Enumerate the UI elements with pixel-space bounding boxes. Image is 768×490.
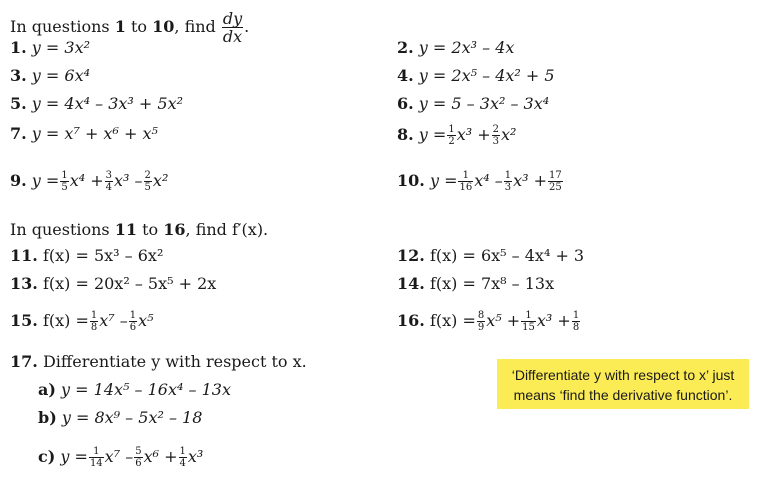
- fraction: [548, 170, 563, 193]
- question-text: Differentiate y with respect to x.: [42, 352, 307, 371]
- intro-num-start: 1: [114, 17, 126, 36]
- fraction: [129, 310, 137, 333]
- question-number: 15.: [10, 311, 38, 330]
- term: x⁵: [138, 311, 154, 330]
- denominator: 25: [549, 182, 562, 193]
- question-expression: y = 4x⁴ – 3x³ + 5x²: [31, 94, 184, 113]
- fraction: [572, 310, 580, 333]
- denominator: 2: [448, 136, 455, 147]
- denominator: 5: [144, 182, 151, 193]
- fraction: [504, 170, 512, 193]
- numerator: 8: [477, 310, 485, 321]
- numerator: 1: [61, 170, 68, 181]
- question-lhs: y =: [60, 447, 88, 466]
- denominator: 15: [522, 322, 535, 333]
- question-number: 14.: [397, 274, 425, 293]
- question-number: 2.: [397, 38, 414, 57]
- question-number: 7.: [10, 124, 27, 143]
- question-number: 3.: [10, 66, 27, 85]
- intro-num-start: 11: [114, 220, 137, 239]
- fraction: [105, 170, 113, 193]
- intro-num-end: 16: [163, 220, 186, 239]
- question-3: [10, 66, 90, 86]
- question-16: [397, 310, 581, 333]
- numerator: 1: [448, 124, 455, 135]
- fraction: [89, 446, 104, 469]
- question-9: [10, 170, 168, 193]
- term: x⁵ +: [486, 311, 521, 330]
- question-lhs: y =: [31, 171, 60, 190]
- denominator: 8: [572, 322, 580, 333]
- question-lhs: f(x) =: [42, 311, 89, 330]
- question-number: 9.: [10, 171, 27, 190]
- dy-dx-fraction: [222, 10, 243, 45]
- question-5: [10, 94, 183, 114]
- fraction: [447, 124, 455, 147]
- fraction: [458, 170, 473, 193]
- numerator: 1: [458, 170, 473, 182]
- question-lhs: y =: [418, 125, 447, 144]
- question-number: 17.: [10, 352, 38, 371]
- numerator: 17: [549, 170, 562, 181]
- numerator: 1: [572, 310, 580, 321]
- question-12: [397, 246, 584, 266]
- denominator: 3: [492, 136, 500, 147]
- question-number: 6.: [397, 94, 414, 113]
- question-expression: y = 6x⁴: [31, 66, 91, 85]
- question-expression: y = 8x⁹ – 5x² – 18: [61, 408, 203, 427]
- numerator: 1: [89, 446, 104, 458]
- intro-to: to: [142, 220, 159, 239]
- question-17c: [38, 446, 203, 469]
- question-expression: y = 2x³ – 4x: [418, 38, 515, 57]
- question-lhs: y =: [429, 171, 458, 190]
- denominator: 8: [90, 322, 98, 333]
- part-label: a): [38, 380, 56, 399]
- denominator: 6: [135, 458, 142, 469]
- question-lhs: f(x) =: [429, 311, 476, 330]
- question-15: [10, 310, 154, 333]
- term: x³ +: [456, 125, 491, 144]
- question-1: [10, 38, 90, 58]
- fraction: [60, 170, 68, 193]
- term: x⁴ –: [474, 171, 503, 190]
- fraction: [179, 446, 187, 469]
- hint-note-text: ‘Differentiate y with respect to x’ just means ‘find the derivative function’.: [511, 367, 735, 403]
- fraction: [134, 446, 142, 469]
- numerator: 2: [492, 124, 500, 135]
- term: x³ –: [114, 171, 143, 190]
- term: x³: [187, 447, 204, 466]
- denominator: 14: [89, 458, 103, 469]
- term: x³ +: [513, 171, 548, 190]
- numerator: 1: [179, 446, 186, 457]
- question-number: 12.: [397, 246, 425, 265]
- fraction: [144, 170, 152, 193]
- numerator: 1: [90, 310, 98, 321]
- denominator: 3: [504, 182, 512, 193]
- term: x²: [501, 125, 517, 144]
- question-expression: y = x⁷ + x⁶ + x⁵: [31, 124, 158, 143]
- denominator: 4: [179, 458, 186, 469]
- fraction: [477, 310, 485, 333]
- intro-find: , find f′(x).: [185, 220, 269, 239]
- question-number: 10.: [397, 171, 425, 190]
- question-number: 1.: [10, 38, 27, 57]
- term: x⁴ +: [69, 171, 104, 190]
- term: x³ +: [536, 311, 571, 330]
- question-expression: f(x) = 20x² – 5x⁵ + 2x: [42, 274, 217, 293]
- question-expression: y = 3x²: [31, 38, 91, 57]
- hint-note: [497, 359, 749, 409]
- denominator: 4: [105, 182, 113, 193]
- term: x⁶ +: [143, 447, 178, 466]
- fraction: [90, 310, 98, 333]
- question-number: 8.: [397, 125, 414, 144]
- question-number: 4.: [397, 66, 414, 85]
- intro-questions-11-16: [10, 220, 268, 240]
- question-7: [10, 124, 158, 144]
- question-expression: y = 2x⁵ – 4x² + 5: [418, 66, 555, 85]
- question-number: 11.: [10, 246, 38, 265]
- intro-text: In questions: [10, 17, 110, 36]
- denominator: 5: [61, 182, 68, 193]
- numerator: 5: [135, 446, 142, 457]
- intro-text: In questions: [10, 220, 110, 239]
- question-expression: y = 5 – 3x² – 3x⁴: [418, 94, 550, 113]
- question-expression: f(x) = 5x³ – 6x²: [42, 246, 164, 265]
- numerator: 2: [144, 170, 151, 181]
- question-17a: [38, 380, 231, 400]
- part-label: b): [38, 408, 57, 427]
- question-expression: f(x) = 7x⁸ – 13x: [429, 274, 555, 293]
- intro-find: , find: [174, 17, 216, 36]
- question-17b: [38, 408, 202, 428]
- intro-num-end: 10: [152, 17, 175, 36]
- question-17: [10, 352, 307, 372]
- question-expression: y = 14x⁵ – 16x⁴ – 13x: [61, 380, 231, 399]
- term: x⁷ –: [104, 447, 134, 466]
- numerator: 3: [105, 170, 113, 181]
- part-label: c): [38, 447, 56, 466]
- question-6: [397, 94, 549, 114]
- question-number: 13.: [10, 274, 38, 293]
- dx: dx: [222, 27, 243, 46]
- term: x⁷ –: [99, 311, 128, 330]
- intro-to: to: [130, 17, 148, 36]
- question-4: [397, 66, 555, 86]
- question-number: 5.: [10, 94, 27, 113]
- denominator: 16: [459, 182, 473, 193]
- fraction: [521, 310, 536, 333]
- question-10: [397, 170, 564, 193]
- question-2: [397, 38, 514, 58]
- fraction: [492, 124, 500, 147]
- question-expression: f(x) = 6x⁵ – 4x⁴ + 3: [429, 246, 585, 265]
- question-13: [10, 274, 216, 294]
- numerator: 1: [521, 310, 536, 322]
- question-14: [397, 274, 554, 294]
- question-number: 16.: [397, 311, 425, 330]
- numerator: 1: [504, 170, 512, 181]
- dy: dy: [222, 9, 243, 28]
- denominator: 9: [477, 322, 485, 333]
- question-11: [10, 246, 163, 266]
- question-8: [397, 124, 516, 147]
- denominator: 6: [129, 322, 137, 333]
- term: x²: [152, 171, 169, 190]
- intro-period: .: [244, 17, 250, 36]
- numerator: 1: [129, 310, 137, 321]
